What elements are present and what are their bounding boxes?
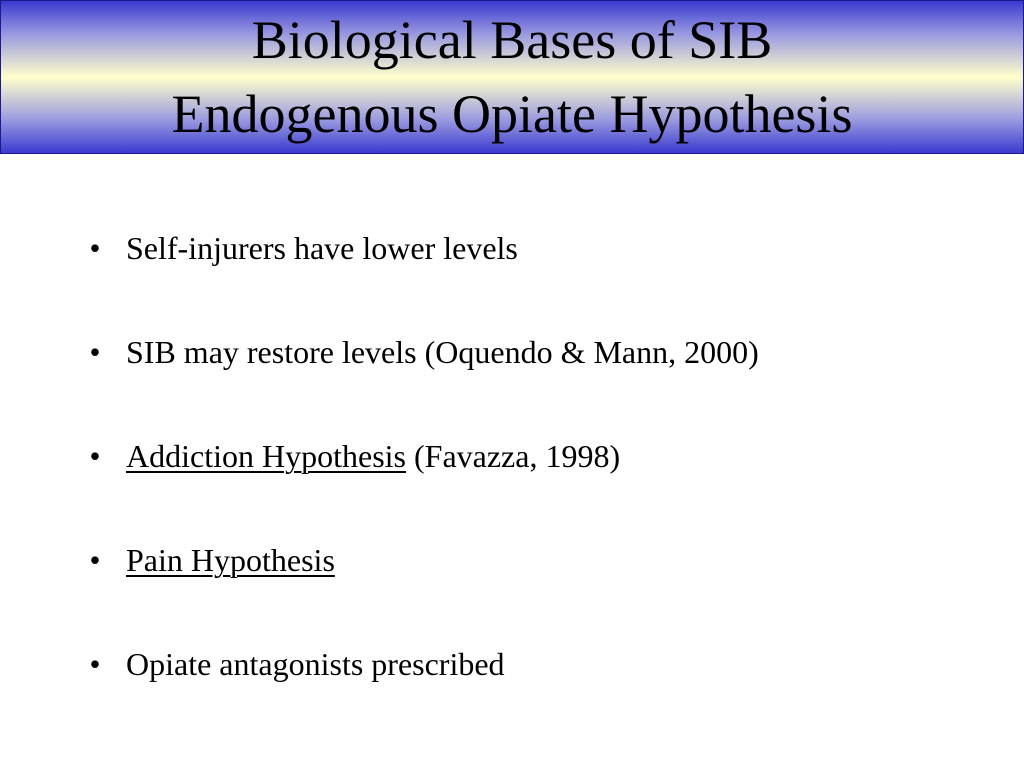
bullet-text: Opiate antagonists prescribed (126, 646, 505, 682)
bullet-item-opiate-antagonists (80, 636, 980, 740)
title-banner (0, 0, 1024, 154)
bullet-item-addiction-hypothesis (80, 428, 980, 532)
bullet-icon: • (89, 646, 101, 682)
bullet-icon: • (89, 230, 101, 266)
addiction-hypothesis-link[interactable]: Addiction Hypothesis (126, 438, 406, 474)
pain-hypothesis-link[interactable]: Pain Hypothesis (126, 542, 335, 578)
bullet-text: Self-injurers have lower levels (126, 230, 518, 266)
slide-title-line-2: Endogenous Opiate Hypothesis (171, 84, 853, 144)
slide-title-line-1: Biological Bases of SIB (251, 10, 773, 70)
bullet-icon: • (89, 542, 101, 578)
citation-text: (Favazza, 1998) (405, 438, 621, 474)
bullet-icon: • (89, 334, 101, 370)
bullet-icon: • (89, 438, 101, 474)
bullet-item-restore-levels (80, 324, 980, 428)
bullet-text: SIB may restore levels (Oquendo & Mann, 2000) (126, 334, 759, 370)
bullet-text (126, 428, 620, 484)
bullet-text (126, 532, 335, 588)
bullet-item-lower-levels (80, 220, 980, 324)
bullet-list (80, 220, 980, 740)
bullet-item-pain-hypothesis (80, 532, 980, 636)
